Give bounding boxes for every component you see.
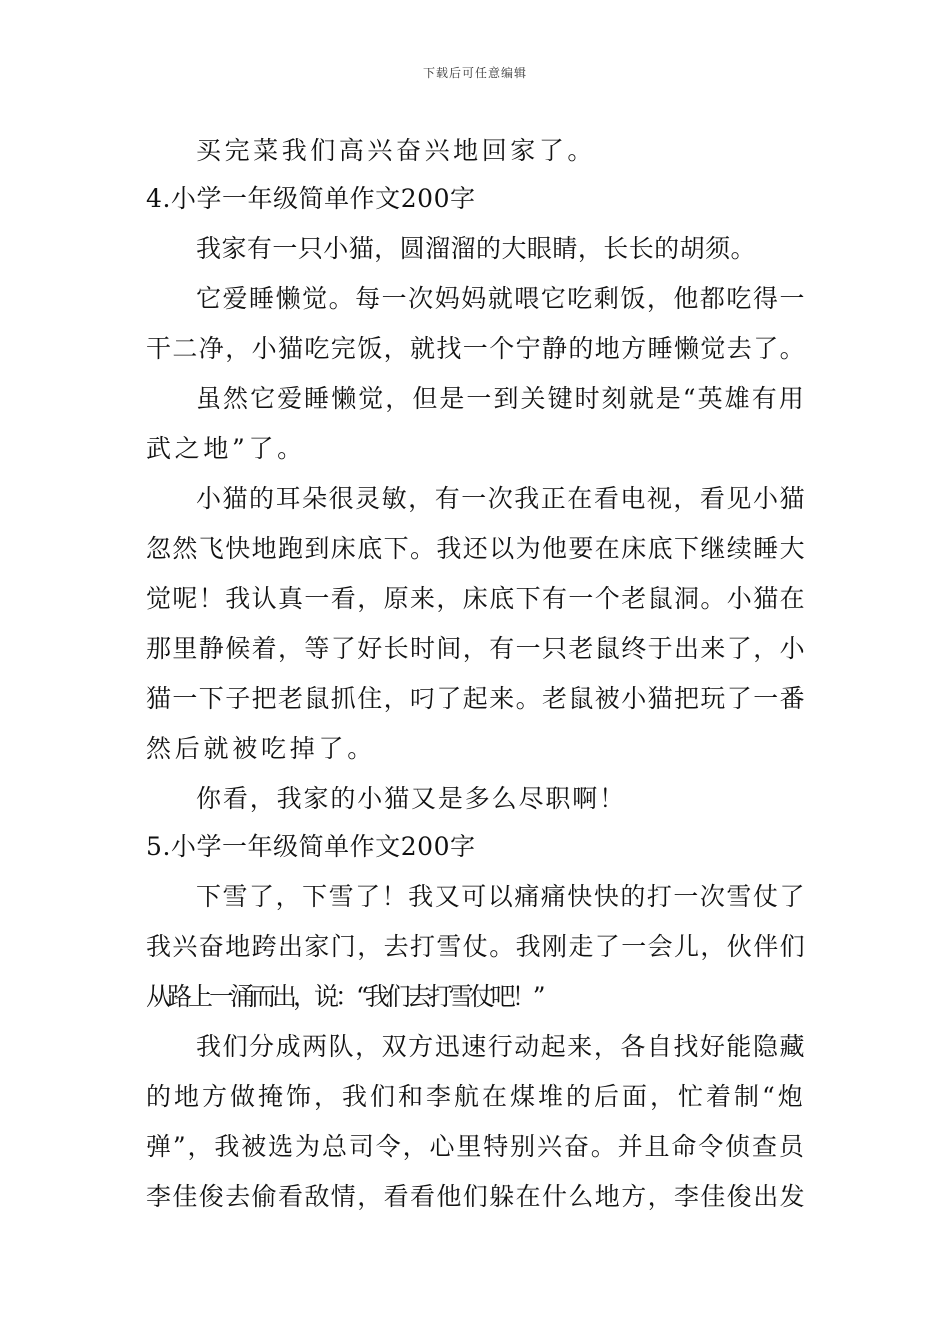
paragraph-line: 买完菜我们高兴奋兴地回家了。	[196, 136, 597, 165]
section-heading: 4.小学一年级简单作文200字	[146, 184, 476, 213]
page-header: 下载后可任意编辑	[422, 66, 527, 80]
paragraph-line: 那里静候着，等了好长时间，有一只老鼠终于出来了，小	[146, 634, 807, 663]
paragraph-line: 我兴奋地跨出家门，去打雪仗。我刚走了一会儿，伙伴们	[146, 932, 807, 961]
paragraph-line: 我家有一只小猫，圆溜溜的大眼睛，长长的胡须。	[196, 234, 757, 263]
paragraph-line: 然后就被吃掉了。	[146, 734, 377, 763]
paragraph-line: 下雪了，下雪了！我又可以痛痛快快的打一次雪仗了	[196, 882, 807, 911]
paragraph-line: 的地方做掩饰，我们和李航在煤堆的后面，忙着制“炮	[146, 1082, 806, 1111]
paragraph-line: 它爱睡懒觉。每一次妈妈就喂它吃剩饭，他都吃得一	[196, 284, 807, 313]
paragraph-line: 李佳俊去偷看敌情，看看他们躲在什么地方，李佳俊出发	[146, 1182, 807, 1211]
paragraph-line: 干二净，小猫吃完饭，就找一个宁静的地方睡懒觉去了。	[146, 334, 807, 363]
section-heading: 5.小学一年级简单作文200字	[146, 832, 476, 861]
paragraph-line: 你看，我家的小猫又是多么尽职啊！	[196, 784, 627, 813]
paragraph-line: 虽然它爱睡懒觉，但是一到关键时刻就是“英雄有用	[196, 384, 806, 413]
paragraph-line: 武之地”了。	[146, 434, 306, 463]
paragraph-line: 忽然飞快地跑到床底下。我还以为他要在床底下继续睡大	[146, 534, 807, 563]
paragraph-line: 猫一下子把老鼠抓住，叼了起来。老鼠被小猫把玩了一番	[146, 684, 807, 713]
paragraph-line: 从路上一涌而出，说：“我们去打雪仗吧！”	[146, 982, 542, 1011]
paragraph-line: 小猫的耳朵很灵敏，有一次我正在看电视，看见小猫	[196, 484, 807, 513]
paragraph-line: 我们分成两队，双方迅速行动起来，各自找好能隐藏	[196, 1032, 807, 1061]
paragraph-line: 弹”，我被选为总司令，心里特别兴奋。并且命令侦查员	[146, 1132, 806, 1161]
paragraph-line: 觉呢！我认真一看，原来，床底下有一个老鼠洞。小猫在	[146, 584, 807, 613]
